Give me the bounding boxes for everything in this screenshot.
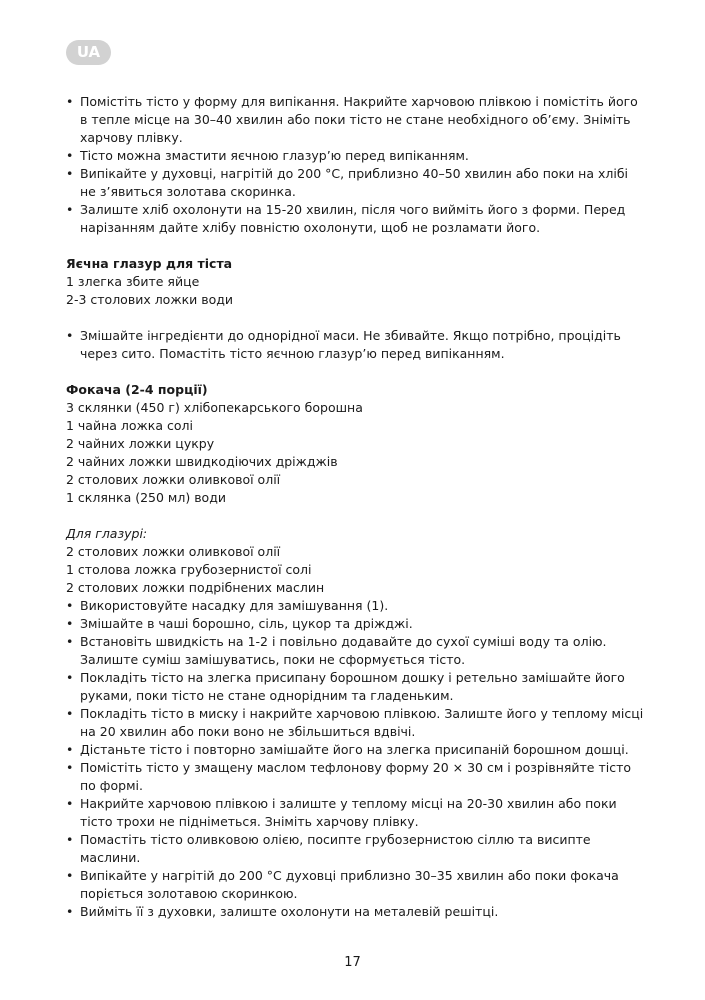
list-item: • Покладіть тісто в миску і накрийте харчовою плівкою. Залиште його у теплому місці на 20 хвилин або поки воно не збільшиться вдвічі. xyxy=(66,705,646,741)
ingredient-line: 2 столових ложки оливкової олії xyxy=(66,544,281,559)
ingredient-line: 1 злегка збите яйце xyxy=(66,274,200,289)
list-item: • Помістіть тісто у форму для випікання. Накрийте харчовою плівкою і помістіть його в тепле місце на 30–40 хвилин або поки тісто не стане необхідного об’єму. Зніміть харчову плівку. xyxy=(66,93,646,147)
intro-list xyxy=(66,93,646,237)
list-item: • Залиште хліб охолонути на 15-20 хвилин, після чого вийміть його з форми. Перед нарізанням дайте хлібу повністю охолонути, щоб не розламати його. xyxy=(66,201,646,237)
focaccia-heading: Фокача (2-4 порції) xyxy=(66,382,208,397)
list-item: • Вийміть її з духовки, залиште охолонути на металевій решітці. xyxy=(66,903,646,921)
language-badge: UA xyxy=(66,40,111,65)
ingredient-line: 1 чайна ложка солі xyxy=(66,418,193,433)
ingredient-line: 2 столових ложки подрібнених маслин xyxy=(66,580,325,595)
ingredient-line: 2-3 столових ложки води xyxy=(66,292,234,307)
list-item: • Помістіть тісто у змащену маслом тефлонову форму 20 × 30 см і розрівняйте тісто по формі. xyxy=(66,759,646,795)
ingredient-line: 1 склянка (250 мл) води xyxy=(66,490,226,505)
list-item: • Встановіть швидкість на 1-2 і повільно додавайте до сухої суміші воду та олію. Залиште суміш замішуватись, поки не сформується тісто. xyxy=(66,633,646,669)
ingredient-line: 1 столова ложка грубозернистої солі xyxy=(66,562,312,577)
document-body xyxy=(66,93,646,921)
page-number: 17 xyxy=(344,955,361,970)
list-item: • Використовуйте насадку для замішування (1). xyxy=(66,597,646,615)
focaccia-steps xyxy=(66,597,646,921)
list-item: • Помастіть тісто оливковою олією, посипте грубозернистою сіллю та висипте маслини. xyxy=(66,831,646,867)
ingredient-line: 2 столових ложки оливкової олії xyxy=(66,472,281,487)
list-item: • Тісто можна змастити яєчною глазур’ю перед випіканням. xyxy=(66,147,646,165)
ingredient-line: 2 чайних ложки швидкодіючих дріжджів xyxy=(66,454,338,469)
egg-glaze-steps xyxy=(66,327,646,363)
egg-glaze-heading: Яєчна глазур для тіста xyxy=(66,256,233,271)
ingredient-line: 3 склянки (450 г) хлібопекарського борошна xyxy=(66,400,363,415)
list-item: • Покладіть тісто на злегка присипану борошном дошку і ретельно замішайте його руками, поки тісто не стане однорідним та гладеньким. xyxy=(66,669,646,705)
list-item: • Накрийте харчовою плівкою і залиште у теплому місці на 20-30 хвилин або поки тісто трохи не підніметься. Зніміть харчову плівку. xyxy=(66,795,646,831)
list-item: • Змішайте в чаші борошно, сіль, цукор та дріжджі. xyxy=(66,615,646,633)
list-item: • Змішайте інгредієнти до однорідної маси. Не збивайте. Якщо потрібно, процідіть через сито. Помастіть тісто яєчною глазур’ю перед випіканням. xyxy=(66,327,646,363)
ingredient-line: 2 чайних ложки цукру xyxy=(66,436,215,451)
glaze-subheading: Для глазурі: xyxy=(66,526,148,541)
list-item: • Випікайте у духовці, нагрітій до 200 °C, приблизно 40–50 хвилин або поки на хлібі не з’явиться золотава скоринка. xyxy=(66,165,646,201)
list-item: • Дістаньте тісто і повторно замішайте його на злегка присипаній борошном дошці. xyxy=(66,741,646,759)
list-item: • Випікайте у нагрітій до 200 °C духовці приблизно 30–35 хвилин або поки фокача поріється золотавою скоринкою. xyxy=(66,867,646,903)
